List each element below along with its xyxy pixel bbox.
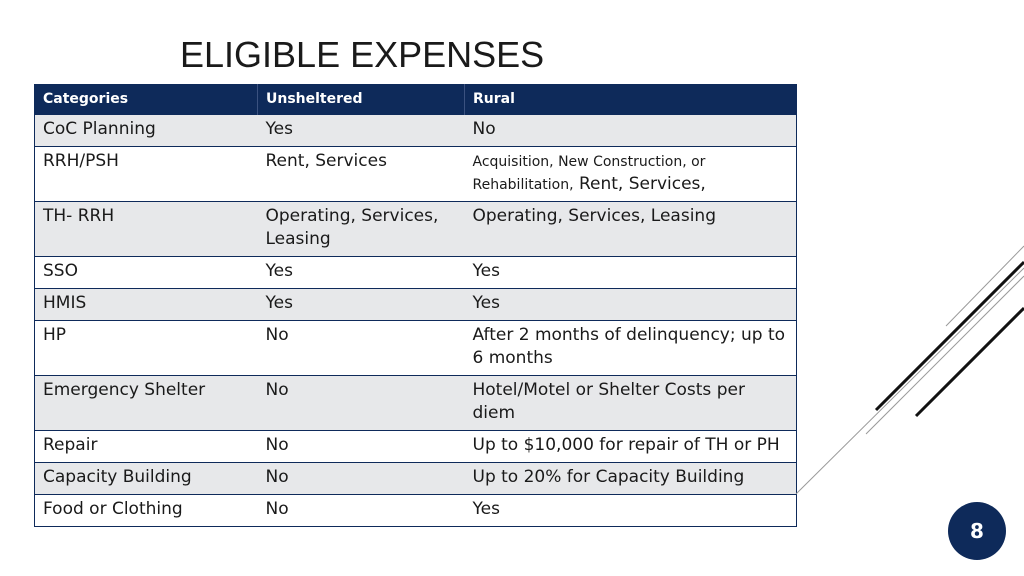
- cell-unsheltered: No: [258, 431, 465, 463]
- cell-unsheltered: No: [258, 321, 465, 376]
- cell-rural: Yes: [465, 495, 797, 527]
- cell-category: Emergency Shelter: [35, 376, 258, 431]
- cell-unsheltered: Rent, Services: [258, 147, 465, 202]
- cell-unsheltered: Yes: [258, 115, 465, 147]
- deco-line-thin-middle: [866, 276, 1024, 434]
- header-categories: Categories: [35, 84, 258, 115]
- cell-rural: Yes: [465, 257, 797, 289]
- cell-rural: After 2 months of delinquency; up to 6 months: [465, 321, 797, 376]
- cell-rural-text: Rent, Services,: [578, 174, 706, 194]
- header-rural: Rural: [465, 84, 797, 115]
- cell-category: SSO: [35, 257, 258, 289]
- cell-category: HP: [35, 321, 258, 376]
- cell-category: Repair: [35, 431, 258, 463]
- cell-unsheltered: No: [258, 376, 465, 431]
- cell-unsheltered: Yes: [258, 289, 465, 321]
- cell-unsheltered: Operating, Services, Leasing: [258, 202, 465, 257]
- deco-line-thick-upper: [876, 262, 1024, 410]
- deco-line-thin-upper: [946, 246, 1024, 326]
- slide-title: ELIGIBLE EXPENSES: [180, 34, 545, 75]
- cell-category: Capacity Building: [35, 463, 258, 495]
- cell-rural: Operating, Services, Leasing: [465, 202, 797, 257]
- deco-line-thick-lower: [916, 308, 1024, 416]
- cell-rural: Yes: [465, 289, 797, 321]
- cell-rural: Up to $10,000 for repair of TH or PH: [465, 431, 797, 463]
- deco-line-thin-long: [796, 268, 1024, 494]
- cell-rural: Hotel/Motel or Shelter Costs per diem: [465, 376, 797, 431]
- cell-unsheltered: No: [258, 463, 465, 495]
- cell-rural: Up to 20% for Capacity Building: [465, 463, 797, 495]
- cell-category: CoC Planning: [35, 115, 258, 147]
- cell-rural-small-text: Acquisition, New Construction, or Rehabilitation,: [472, 154, 706, 193]
- cell-category: TH- RRH: [35, 202, 258, 257]
- header-unsheltered: Unsheltered: [258, 84, 465, 115]
- cell-category: HMIS: [35, 289, 258, 321]
- cell-rural: No: [465, 115, 797, 147]
- page-number-badge: 8: [948, 502, 1006, 560]
- cell-unsheltered: No: [258, 495, 465, 527]
- cell-category: Food or Clothing: [35, 495, 258, 527]
- cell-unsheltered: Yes: [258, 257, 465, 289]
- cell-category: RRH/PSH: [35, 147, 258, 202]
